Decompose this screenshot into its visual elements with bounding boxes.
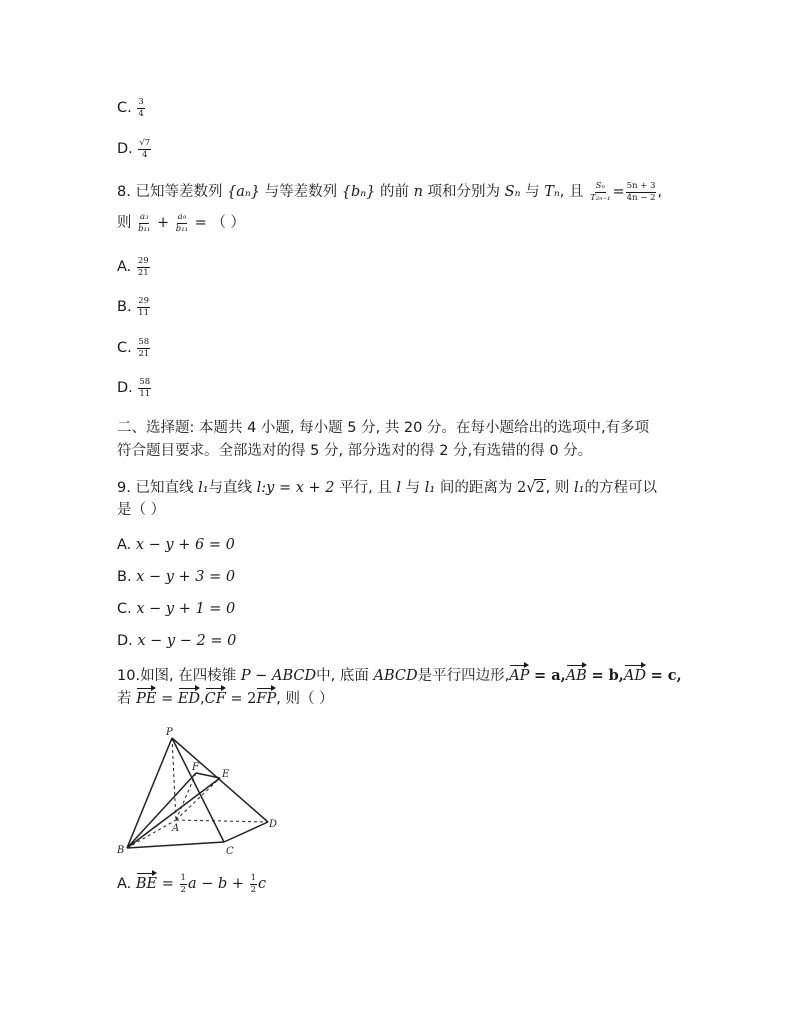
q8-option-d: D. $\frac{58}{11}$ xyxy=(117,377,151,399)
edge-CD xyxy=(224,822,268,842)
segment-AE-hidden xyxy=(176,778,220,820)
fraction: $\frac{\text{a₉}}{\text{b₁₁}}$ xyxy=(175,212,189,234)
q8-option-b: B. $\frac{29}{11}$ xyxy=(117,296,149,318)
fraction: $\frac{29}{21}$ xyxy=(137,256,149,278)
option-d-prev: D. $\frac{√7}{4}$ xyxy=(117,138,151,160)
edge-AD-hidden xyxy=(176,820,268,822)
q9-stem-line2: 是（ ） xyxy=(117,502,166,518)
q10-option-a: A. BE = $\frac{1}{2}$ a − b + $\frac{1}{2}$ c xyxy=(117,873,267,895)
q10-stem-line1: 10.如图, 在四棱锥 P − ABCD中, 底面 ABCD是平行四边形,AP = a,AB = b,AD = c, xyxy=(117,667,682,684)
fraction: $\frac{29}{11}$ xyxy=(138,296,149,318)
fraction: $\frac{\text{Sₙ}}{\text{T₂ₙ₋₁}}$ xyxy=(590,181,611,203)
label-E: E xyxy=(222,769,230,780)
fraction: $\frac{5n + 3}{4n - 2}$ xyxy=(626,181,656,203)
fraction: $\frac{√7}{4}$ xyxy=(139,138,151,160)
section-heading-line2: 符合题目要求。全部选对的得 5 分, 部分选对的得 2 分,有选错的得 0 分。 xyxy=(117,443,593,459)
q10-stem-line2: 若 PE = ED,CF = 2FP, 则（ ） xyxy=(117,691,334,707)
segment-AF-hidden xyxy=(176,773,196,820)
label-P: P xyxy=(166,727,173,738)
segment-FE xyxy=(196,773,220,778)
section-heading-line1: 二、选择题: 本题共 4 小题, 每小题 5 分, 共 20 分。在每小题给出的选项中,有多项 xyxy=(117,420,650,436)
q8-option-a: A. $\frac{29}{21}$ xyxy=(117,256,149,278)
edge-BA-hidden xyxy=(127,820,176,848)
label-D: D xyxy=(269,819,278,830)
distance-value: 2√2 xyxy=(516,480,545,496)
label-B: B xyxy=(117,845,125,856)
pyramid-figure xyxy=(116,722,276,862)
q9-option-d: D. x − y − 2 = 0 xyxy=(117,633,237,649)
q8-stem-line2: 则 $\frac{\text{a₃}}{\text{b₁₁}}$ + $\frac{\text{a₉}}{\text{b₁₁}}$ = （ ） xyxy=(117,212,245,234)
fraction: $\frac{58}{21}$ xyxy=(138,337,150,359)
q8-option-c: C. $\frac{58}{21}$ xyxy=(117,337,150,359)
label-A: A xyxy=(172,823,180,834)
q9-option-a: A. x − y + 6 = 0 xyxy=(117,537,235,553)
fraction: $\frac{\text{a₃}}{\text{b₁₁}}$ xyxy=(138,212,151,234)
fraction: $\frac{58}{11}$ xyxy=(139,377,151,399)
fraction: $\frac{1}{2}$ xyxy=(250,873,257,895)
q9-option-b: B. x − y + 3 = 0 xyxy=(117,569,236,585)
q8-stem-line1: 8. 已知等差数列 {aₙ} 与等差数列 {bₙ} 的前 n 项和分别为 Sₙ 与 Tₙ, 且 $\frac{\text{Sₙ}}{\text{T₂ₙ₋₁}}$ = $\frac{5n + 3}{4n - 2}$ , xyxy=(117,181,663,203)
edge-PA-hidden xyxy=(172,738,176,820)
label-C: C xyxy=(226,846,234,857)
label-F: F xyxy=(192,762,199,773)
q9-stem-line1: 9. 已知直线 l₁与直线 l:y = x + 2 平行, 且 l 与 l₁ 间的距离为 2√2, 则 l₁的方程可以 xyxy=(117,480,657,496)
fraction: $\frac{1}{2}$ xyxy=(180,873,186,895)
fraction: $\frac{3}{4}$ xyxy=(138,97,144,119)
option-c-prev: C. $\frac{3}{4}$ xyxy=(117,97,144,119)
edge-BC xyxy=(127,842,224,848)
q9-option-c: C. x − y + 1 = 0 xyxy=(117,601,236,617)
